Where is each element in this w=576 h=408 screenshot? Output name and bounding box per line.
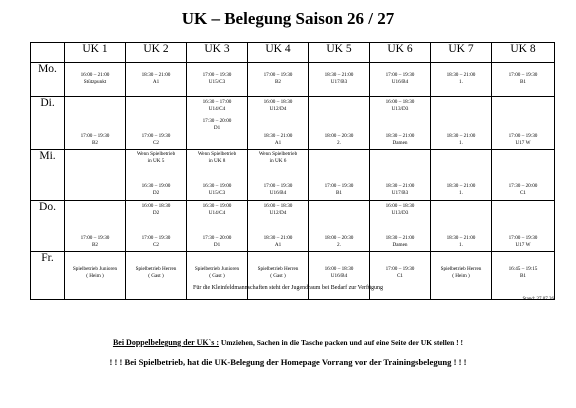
game-priority-warning: ! ! ! Bei Spielbetrieb, hat die UK-Belegung der Homepage Vorrang vor der Trainingsbelegung ! ! ! — [109, 357, 467, 367]
stand-date: Stand: 27.07.26 — [522, 297, 554, 302]
slot-entry: 18:30 – 21:00 A1 — [263, 133, 293, 146]
slot-mi-uk3 — [187, 150, 248, 201]
slot-mo-uk2 — [126, 63, 187, 97]
day-label-monday: Mo. — [31, 63, 65, 97]
day-label-thursday: Do. — [31, 201, 65, 252]
slot-entry: 17:00 – 19:30 U17 W — [508, 133, 538, 146]
table-row — [31, 63, 555, 97]
table-row — [31, 150, 555, 201]
slot-mi-uk4 — [248, 150, 309, 201]
day-label-tuesday: Di. — [31, 97, 65, 150]
column-header-uk3: UK 3 — [187, 43, 248, 63]
slot-mo-uk3 — [187, 63, 248, 97]
slot-do-uk6 — [370, 201, 431, 252]
slot-do-uk4 — [248, 201, 309, 252]
slot-fr-uk6 — [370, 252, 431, 300]
slot-entry: 18:30 – 21:00 1. — [446, 183, 476, 196]
slot-fr-uk8 — [492, 252, 555, 300]
slot-entry: 16:00 – 18:30 U16/B4 — [324, 266, 354, 279]
slot-di-uk6 — [370, 97, 431, 150]
slot-mo-uk6 — [370, 63, 431, 97]
slot-entry: 17:00 – 19:30 B2 — [263, 72, 293, 85]
slot-entry: 16:00 – 18:30 D2 — [141, 203, 171, 216]
day-label-friday: Fr. — [31, 252, 65, 300]
slot-entry: 17:00 – 19:30 U15/C3 — [202, 72, 232, 85]
slot-entry: 18:30 – 21:00 1. — [446, 72, 476, 85]
slot-fr-uk4 — [248, 252, 309, 300]
slot-entry: 17:00 – 19:30 B2 — [80, 235, 110, 248]
slot-fr-uk2 — [126, 252, 187, 300]
schedule-table — [30, 42, 555, 300]
slot-di-uk4 — [248, 97, 309, 150]
slot-fr-uk3 — [187, 252, 248, 300]
slot-mo-uk5 — [309, 63, 370, 97]
slot-mi-uk1 — [65, 150, 126, 201]
column-header-uk4: UK 4 — [248, 43, 309, 63]
slot-entry: 16:00 – 18:30 U13/D3 — [385, 203, 415, 216]
slot-mo-uk7 — [431, 63, 492, 97]
slot-entry: Spielbetrieb Herren ( Gast ) — [257, 266, 299, 279]
double-booking-heading: Bei Doppelbelegung der UK`s : — [112, 338, 220, 347]
slot-fr-uk7 — [431, 252, 492, 300]
slot-mo-uk1 — [65, 63, 126, 97]
slot-entry: 16:00 – 18:30 U13/D3 — [385, 99, 415, 112]
slot-mi-uk6 — [370, 150, 431, 201]
slot-entry: 18:30 – 21:00 1. — [446, 235, 476, 248]
slot-entry: 17:00 – 19:30 C2 — [141, 235, 171, 248]
slot-entry: 16:00 – 18:30 U12/D4 — [263, 99, 293, 112]
slot-entry: 17:30 – 20:00 D1 — [202, 118, 232, 131]
footnote-jugendraum: Für die Kleinfeldmannschaften steht der Jugendraum bei Bedarf zur Verfügung — [193, 285, 383, 291]
slot-entry: 17:00 – 19:30 B1 — [324, 183, 354, 196]
table-row — [31, 201, 555, 252]
slot-di-uk2 — [126, 97, 187, 150]
slot-entry: 16:30 – 19:00 D2 — [141, 183, 171, 196]
slot-mi-uk2 — [126, 150, 187, 201]
slot-entry: 17:30 – 20:00 D1 — [202, 235, 232, 248]
slot-do-uk3 — [187, 201, 248, 252]
slot-mi-uk7 — [431, 150, 492, 201]
slot-entry: 18:30 – 21:00 Damen — [385, 235, 415, 248]
slot-di-uk7 — [431, 97, 492, 150]
slot-entry: 18:30 – 21:00 Damen — [385, 133, 415, 146]
slot-do-uk7 — [431, 201, 492, 252]
slot-fr-uk5 — [309, 252, 370, 300]
slot-entry: 18:00 – 20:30 2. — [324, 235, 354, 248]
double-booking-warning — [0, 338, 576, 347]
page-title: UK – Belegung Saison 26 / 27 — [181, 9, 395, 28]
slot-mo-uk4 — [248, 63, 309, 97]
slot-entry: 17:30 – 20:00 C1 — [508, 183, 538, 196]
slot-entry: 16:30 – 19:00 U15/C3 — [202, 183, 232, 196]
slot-do-uk1 — [65, 201, 126, 252]
slot-entry: 17:00 – 19:30 C2 — [141, 133, 171, 146]
slot-entry: 17:00 – 19:30 C1 — [385, 266, 415, 279]
slot-entry: 17:00 – 19:30 U16/B4 — [385, 72, 415, 85]
slot-fr-uk1 — [65, 252, 126, 300]
slot-entry: 18:30 – 21:00 A1 — [263, 235, 293, 248]
slot-entry: Spielbetrieb Herren ( Gast ) — [135, 266, 177, 279]
slot-do-uk2 — [126, 201, 187, 252]
slot-entry: Spielbetrieb Junioren ( Heim ) — [72, 266, 118, 279]
slot-entry: 16:00 – 21:00 Stützpunkt — [80, 72, 110, 85]
column-header-uk6: UK 6 — [370, 43, 431, 63]
slot-condition: Wenn Spielbetrieb in UK 8 — [197, 151, 237, 164]
table-row — [31, 97, 555, 150]
slot-entry: 18:00 – 20:30 2. — [324, 133, 354, 146]
slot-di-uk5 — [309, 97, 370, 150]
column-header-uk5: UK 5 — [309, 43, 370, 63]
slot-entry: Spielbetrieb Herren ( Heim ) — [440, 266, 482, 279]
slot-di-uk8 — [492, 97, 555, 150]
slot-di-uk3 — [187, 97, 248, 150]
day-label-wednesday: Mi. — [31, 150, 65, 201]
slot-mo-uk8 — [492, 63, 555, 97]
column-header-uk7: UK 7 — [431, 43, 492, 63]
slot-mi-uk8 — [492, 150, 555, 201]
header-corner — [31, 43, 65, 63]
slot-entry: 16:00 – 18:30 U12/D4 — [263, 203, 293, 216]
slot-entry: 17:00 – 19:30 B1 — [508, 72, 538, 85]
slot-do-uk5 — [309, 201, 370, 252]
slot-entry: Spielbetrieb Junioren ( Gast ) — [194, 266, 240, 279]
slot-condition: Wenn Spielbetrieb in UK 5 — [136, 151, 176, 164]
column-header-uk2: UK 2 — [126, 43, 187, 63]
slot-entry: 17:00 – 19:30 U17 W — [508, 235, 538, 248]
column-header-uk8: UK 8 — [492, 43, 555, 63]
slot-entry: 17:00 – 19:30 B2 — [80, 133, 110, 146]
slot-entry: 16:45 – 19:15 B1 — [508, 266, 538, 279]
slot-entry: 18:30 – 21:00 U17/B3 — [324, 72, 354, 85]
double-booking-instruction: Umziehen, Sachen in die Tasche packen und auf eine Seite der UK stellen ! ! — [219, 338, 464, 347]
slot-entry: 16:30 – 17:00 U14/C4 — [202, 99, 232, 112]
slot-condition: Wenn Spielbetrieb in UK 6 — [258, 151, 298, 164]
table-row — [31, 252, 555, 300]
slot-mi-uk5 — [309, 150, 370, 201]
slot-di-uk1 — [65, 97, 126, 150]
slot-do-uk8 — [492, 201, 555, 252]
slot-entry: 18:30 – 21:00 A1 — [141, 72, 171, 85]
slot-entry: 16:30 – 19:00 U14/C4 — [202, 203, 232, 216]
slot-entry: 18:30 – 21:00 1. — [446, 133, 476, 146]
column-header-uk1: UK 1 — [65, 43, 126, 63]
slot-entry: 17:00 – 19:30 U16/B4 — [263, 183, 293, 196]
slot-entry: 18:30 – 21:00 U17/B3 — [385, 183, 415, 196]
